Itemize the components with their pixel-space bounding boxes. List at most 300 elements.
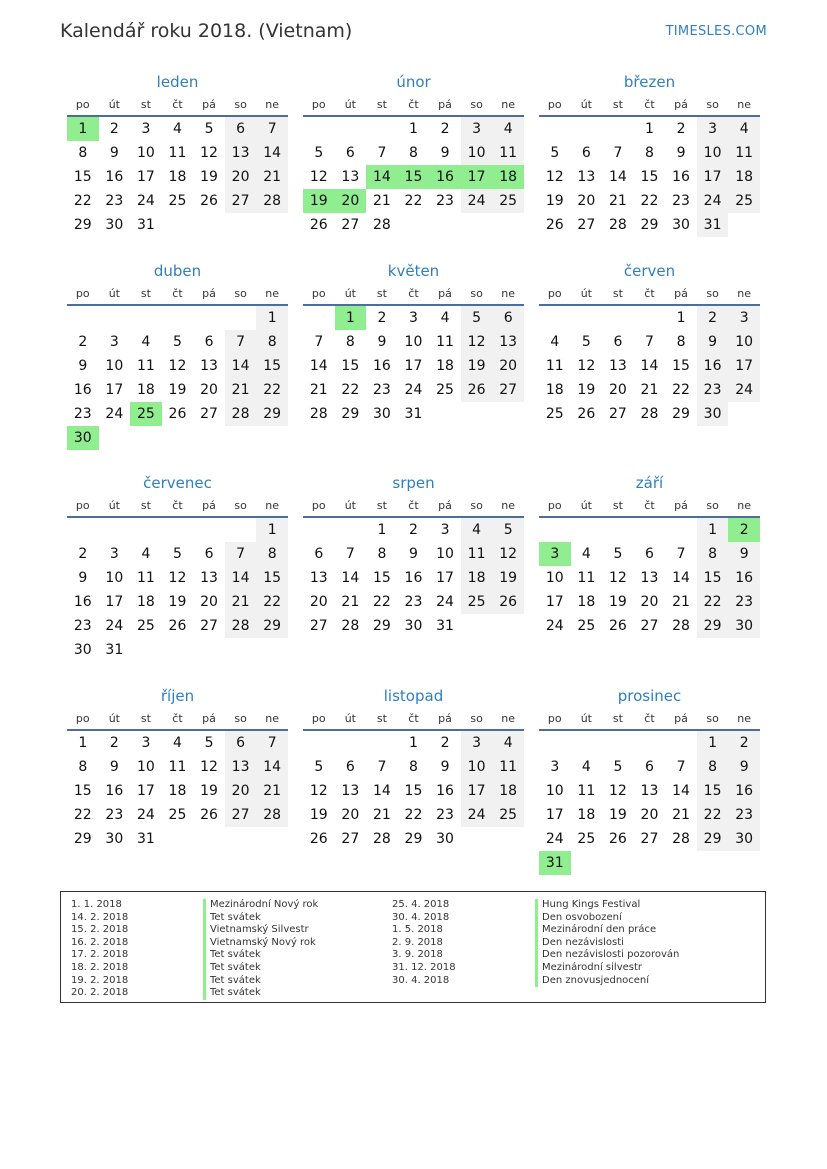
- day-cell[interactable]: 22: [73, 193, 92, 209]
- day-cell[interactable]: 17: [404, 358, 423, 374]
- day-cell[interactable]: 3: [440, 522, 450, 538]
- day-cell[interactable]: 17: [105, 594, 124, 610]
- day-cell[interactable]: 18: [461, 566, 493, 590]
- day-cell[interactable]: 10: [436, 546, 454, 562]
- day-cell[interactable]: 9: [109, 759, 119, 775]
- day-cell[interactable]: 12: [168, 358, 187, 374]
- day-cell[interactable]: 29: [73, 217, 92, 233]
- day-cell[interactable]: 22: [404, 193, 423, 209]
- day-cell[interactable]: 10: [105, 570, 124, 586]
- day-cell[interactable]: 29: [256, 614, 288, 638]
- day-cell[interactable]: 12: [545, 169, 564, 185]
- day-cell[interactable]: 16: [436, 783, 454, 799]
- day-cell[interactable]: 30: [372, 406, 391, 422]
- day-cell[interactable]: 24: [461, 803, 493, 827]
- day-cell[interactable]: 27: [225, 189, 257, 213]
- day-cell[interactable]: 7: [613, 145, 623, 161]
- day-cell[interactable]: 9: [440, 145, 450, 161]
- day-cell[interactable]: 24: [136, 193, 155, 209]
- day-cell[interactable]: 22: [73, 807, 92, 823]
- day-cell[interactable]: 12: [577, 358, 596, 374]
- day-cell[interactable]: 26: [545, 217, 564, 233]
- day-cell[interactable]: 7: [645, 334, 654, 350]
- day-cell[interactable]: 11: [577, 783, 596, 799]
- day-cell[interactable]: 15: [341, 358, 360, 374]
- day-cell[interactable]: 25: [168, 193, 187, 209]
- brand-link[interactable]: TIMESLES.COM: [665, 24, 767, 39]
- day-cell[interactable]: 25: [168, 807, 187, 823]
- day-cell[interactable]: 20: [577, 193, 596, 209]
- day-cell[interactable]: 1: [697, 518, 729, 542]
- day-cell[interactable]: 2: [697, 306, 729, 330]
- day-cell[interactable]: 3: [141, 735, 151, 751]
- day-cell[interactable]: 28: [608, 217, 627, 233]
- day-cell[interactable]: 2: [109, 735, 119, 751]
- day-cell[interactable]: 12: [461, 330, 493, 354]
- day-cell[interactable]: 25: [577, 831, 596, 847]
- day-cell[interactable]: 2: [377, 310, 387, 326]
- day-cell[interactable]: 11: [492, 141, 524, 165]
- day-cell[interactable]: 25: [461, 590, 493, 614]
- day-cell[interactable]: 14: [640, 358, 659, 374]
- day-cell[interactable]: 6: [492, 306, 524, 330]
- day-cell[interactable]: 16: [404, 570, 423, 586]
- day-cell[interactable]: 6: [613, 334, 623, 350]
- day-cell[interactable]: 8: [377, 546, 387, 562]
- day-cell[interactable]: 14: [225, 566, 257, 590]
- day-cell[interactable]: 4: [728, 117, 760, 141]
- day-cell[interactable]: 8: [345, 334, 355, 350]
- day-cell[interactable]: 8: [409, 759, 418, 775]
- day-cell[interactable]: 26: [577, 406, 596, 422]
- day-cell[interactable]: 1: [409, 735, 418, 751]
- day-cell[interactable]: 5: [613, 546, 623, 562]
- day-cell[interactable]: 18: [492, 165, 524, 189]
- day-cell[interactable]: 20: [225, 165, 257, 189]
- day-cell[interactable]: 9: [409, 546, 418, 562]
- day-cell[interactable]: 3: [141, 121, 151, 137]
- day-cell[interactable]: 19: [168, 594, 187, 610]
- day-cell[interactable]: 18: [492, 779, 524, 803]
- day-cell[interactable]: 10: [728, 330, 760, 354]
- day-cell[interactable]: 12: [200, 145, 218, 161]
- day-cell[interactable]: 21: [256, 779, 288, 803]
- day-cell[interactable]: 24: [404, 382, 423, 398]
- day-cell[interactable]: 25: [130, 402, 162, 426]
- day-cell[interactable]: 16: [672, 169, 690, 185]
- day-cell[interactable]: 21: [225, 590, 257, 614]
- day-cell[interactable]: 10: [136, 145, 155, 161]
- day-cell[interactable]: 16: [429, 165, 461, 189]
- day-cell[interactable]: 10: [461, 141, 493, 165]
- day-cell[interactable]: 14: [672, 783, 690, 799]
- day-cell[interactable]: 26: [168, 406, 187, 422]
- day-cell[interactable]: 16: [728, 566, 760, 590]
- day-cell[interactable]: 5: [581, 334, 591, 350]
- day-cell[interactable]: 11: [728, 141, 760, 165]
- day-cell[interactable]: 26: [200, 193, 218, 209]
- day-cell[interactable]: 24: [697, 189, 729, 213]
- day-cell[interactable]: 20: [341, 807, 360, 823]
- day-cell[interactable]: 31: [136, 217, 155, 233]
- day-cell[interactable]: 1: [335, 306, 367, 330]
- day-cell[interactable]: 11: [436, 334, 454, 350]
- day-cell[interactable]: 23: [672, 193, 690, 209]
- day-cell[interactable]: 16: [105, 783, 124, 799]
- day-cell[interactable]: 11: [545, 358, 564, 374]
- day-cell[interactable]: 11: [577, 570, 596, 586]
- day-cell[interactable]: 14: [608, 169, 627, 185]
- day-cell[interactable]: 11: [168, 759, 187, 775]
- day-cell[interactable]: 14: [672, 570, 690, 586]
- day-cell[interactable]: 16: [372, 358, 391, 374]
- day-cell[interactable]: 4: [461, 518, 493, 542]
- day-cell[interactable]: 13: [640, 783, 659, 799]
- day-cell[interactable]: 15: [256, 354, 288, 378]
- day-cell[interactable]: 14: [225, 354, 257, 378]
- day-cell[interactable]: 15: [697, 566, 729, 590]
- day-cell[interactable]: 18: [136, 594, 155, 610]
- day-cell[interactable]: 26: [492, 590, 524, 614]
- day-cell[interactable]: 31: [136, 831, 155, 847]
- day-cell[interactable]: 26: [461, 378, 493, 402]
- day-cell[interactable]: 28: [672, 831, 690, 847]
- day-cell[interactable]: 3: [550, 759, 560, 775]
- day-cell[interactable]: 21: [372, 807, 391, 823]
- day-cell[interactable]: 8: [78, 759, 88, 775]
- day-cell[interactable]: 9: [440, 759, 450, 775]
- day-cell[interactable]: 2: [728, 731, 760, 755]
- day-cell[interactable]: 1: [377, 522, 387, 538]
- day-cell[interactable]: 27: [341, 217, 360, 233]
- day-cell[interactable]: 21: [372, 193, 391, 209]
- day-cell[interactable]: 30: [67, 426, 99, 450]
- day-cell[interactable]: 19: [608, 807, 627, 823]
- day-cell[interactable]: 1: [697, 731, 729, 755]
- day-cell[interactable]: 1: [409, 121, 418, 137]
- day-cell[interactable]: 14: [341, 570, 360, 586]
- day-cell[interactable]: 25: [728, 189, 760, 213]
- day-cell[interactable]: 19: [492, 566, 524, 590]
- day-cell[interactable]: 26: [608, 831, 627, 847]
- day-cell[interactable]: 24: [436, 594, 454, 610]
- day-cell[interactable]: 8: [409, 145, 418, 161]
- day-cell[interactable]: 22: [697, 803, 729, 827]
- day-cell[interactable]: 24: [545, 831, 564, 847]
- day-cell[interactable]: 7: [314, 334, 324, 350]
- day-cell[interactable]: 4: [173, 121, 182, 137]
- day-cell[interactable]: 20: [309, 594, 328, 610]
- day-cell[interactable]: 20: [200, 594, 218, 610]
- day-cell[interactable]: 20: [335, 189, 367, 213]
- day-cell[interactable]: 12: [608, 783, 627, 799]
- day-cell[interactable]: 16: [73, 382, 92, 398]
- day-cell[interactable]: 16: [728, 779, 760, 803]
- day-cell[interactable]: 28: [372, 831, 391, 847]
- day-cell[interactable]: 26: [168, 618, 187, 634]
- day-cell[interactable]: 23: [404, 594, 423, 610]
- day-cell[interactable]: 13: [640, 570, 659, 586]
- day-cell[interactable]: 5: [314, 759, 324, 775]
- day-cell[interactable]: 14: [309, 358, 328, 374]
- day-cell[interactable]: 8: [697, 755, 729, 779]
- day-cell[interactable]: 2: [728, 518, 760, 542]
- day-cell[interactable]: 30: [105, 217, 124, 233]
- day-cell[interactable]: 19: [309, 807, 328, 823]
- day-cell[interactable]: 25: [436, 382, 454, 398]
- day-cell[interactable]: 3: [728, 306, 760, 330]
- day-cell[interactable]: 21: [640, 382, 659, 398]
- day-cell[interactable]: 11: [168, 145, 187, 161]
- day-cell[interactable]: 7: [676, 759, 686, 775]
- day-cell[interactable]: 21: [225, 378, 257, 402]
- day-cell[interactable]: 23: [436, 193, 454, 209]
- day-cell[interactable]: 4: [440, 310, 450, 326]
- day-cell[interactable]: 18: [577, 594, 596, 610]
- day-cell[interactable]: 23: [105, 193, 124, 209]
- day-cell[interactable]: 2: [440, 735, 450, 751]
- day-cell[interactable]: 13: [225, 755, 257, 779]
- day-cell[interactable]: 18: [728, 165, 760, 189]
- day-cell[interactable]: 17: [136, 169, 155, 185]
- day-cell[interactable]: 7: [345, 546, 355, 562]
- day-cell[interactable]: 30: [73, 642, 92, 658]
- day-cell[interactable]: 1: [676, 310, 686, 326]
- day-cell[interactable]: 18: [136, 382, 155, 398]
- day-cell[interactable]: 4: [581, 546, 591, 562]
- day-cell[interactable]: 30: [672, 217, 690, 233]
- day-cell[interactable]: 13: [341, 169, 360, 185]
- day-cell[interactable]: 6: [581, 145, 591, 161]
- day-cell[interactable]: 15: [256, 566, 288, 590]
- day-cell[interactable]: 23: [73, 406, 92, 422]
- day-cell[interactable]: 19: [577, 382, 596, 398]
- day-cell[interactable]: 7: [377, 145, 387, 161]
- day-cell[interactable]: 26: [309, 217, 328, 233]
- day-cell[interactable]: 27: [492, 378, 524, 402]
- day-cell[interactable]: 31: [539, 851, 571, 875]
- day-cell[interactable]: 15: [672, 358, 690, 374]
- day-cell[interactable]: 18: [168, 169, 187, 185]
- day-cell[interactable]: 10: [404, 334, 423, 350]
- day-cell[interactable]: 8: [697, 542, 729, 566]
- day-cell[interactable]: 1: [256, 518, 288, 542]
- day-cell[interactable]: 13: [492, 330, 524, 354]
- day-cell[interactable]: 5: [613, 759, 623, 775]
- day-cell[interactable]: 20: [608, 382, 627, 398]
- day-cell[interactable]: 6: [645, 546, 654, 562]
- day-cell[interactable]: 17: [697, 165, 729, 189]
- day-cell[interactable]: 15: [398, 165, 430, 189]
- day-cell[interactable]: 27: [200, 618, 218, 634]
- day-cell[interactable]: 22: [372, 594, 391, 610]
- day-cell[interactable]: 30: [404, 618, 423, 634]
- day-cell[interactable]: 24: [461, 189, 493, 213]
- day-cell[interactable]: 10: [545, 570, 564, 586]
- day-cell[interactable]: 2: [109, 121, 119, 137]
- day-cell[interactable]: 20: [225, 779, 257, 803]
- day-cell[interactable]: 16: [73, 594, 92, 610]
- day-cell[interactable]: 28: [640, 406, 659, 422]
- day-cell[interactable]: 17: [461, 165, 493, 189]
- day-cell[interactable]: 29: [372, 618, 391, 634]
- day-cell[interactable]: 18: [168, 783, 187, 799]
- day-cell[interactable]: 14: [366, 165, 398, 189]
- day-cell[interactable]: 2: [78, 546, 88, 562]
- day-cell[interactable]: 4: [492, 117, 524, 141]
- day-cell[interactable]: 22: [404, 807, 423, 823]
- day-cell[interactable]: 9: [728, 542, 760, 566]
- day-cell[interactable]: 5: [204, 735, 214, 751]
- day-cell[interactable]: 7: [225, 542, 257, 566]
- day-cell[interactable]: 23: [728, 590, 760, 614]
- day-cell[interactable]: 15: [73, 169, 92, 185]
- day-cell[interactable]: 17: [728, 354, 760, 378]
- day-cell[interactable]: 3: [109, 334, 119, 350]
- day-cell[interactable]: 10: [105, 358, 124, 374]
- day-cell[interactable]: 22: [672, 382, 690, 398]
- day-cell[interactable]: 24: [728, 378, 760, 402]
- day-cell[interactable]: 12: [309, 169, 328, 185]
- day-cell[interactable]: 19: [200, 169, 218, 185]
- day-cell[interactable]: 5: [314, 145, 324, 161]
- day-cell[interactable]: 3: [461, 731, 493, 755]
- day-cell[interactable]: 23: [73, 618, 92, 634]
- day-cell[interactable]: 21: [672, 594, 690, 610]
- day-cell[interactable]: 27: [640, 831, 659, 847]
- day-cell[interactable]: 12: [309, 783, 328, 799]
- day-cell[interactable]: 17: [136, 783, 155, 799]
- day-cell[interactable]: 15: [697, 779, 729, 803]
- day-cell[interactable]: 28: [309, 406, 328, 422]
- day-cell[interactable]: 17: [461, 779, 493, 803]
- day-cell[interactable]: 13: [577, 169, 596, 185]
- day-cell[interactable]: 28: [225, 402, 257, 426]
- day-cell[interactable]: 6: [204, 334, 214, 350]
- day-cell[interactable]: 4: [141, 546, 151, 562]
- day-cell[interactable]: 5: [492, 518, 524, 542]
- day-cell[interactable]: 8: [256, 330, 288, 354]
- day-cell[interactable]: 17: [436, 570, 454, 586]
- day-cell[interactable]: 26: [200, 807, 218, 823]
- day-cell[interactable]: 3: [409, 310, 418, 326]
- day-cell[interactable]: 17: [545, 807, 564, 823]
- day-cell[interactable]: 31: [697, 213, 729, 237]
- day-cell[interactable]: 6: [225, 117, 257, 141]
- day-cell[interactable]: 1: [256, 306, 288, 330]
- day-cell[interactable]: 12: [608, 570, 627, 586]
- day-cell[interactable]: 18: [436, 358, 454, 374]
- day-cell[interactable]: 29: [256, 402, 288, 426]
- day-cell[interactable]: 24: [545, 618, 564, 634]
- day-cell[interactable]: 7: [377, 759, 387, 775]
- day-cell[interactable]: 26: [608, 618, 627, 634]
- day-cell[interactable]: 13: [225, 141, 257, 165]
- day-cell[interactable]: 2: [440, 121, 450, 137]
- day-cell[interactable]: 25: [577, 618, 596, 634]
- day-cell[interactable]: 4: [173, 735, 182, 751]
- day-cell[interactable]: 18: [577, 807, 596, 823]
- day-cell[interactable]: 15: [372, 570, 391, 586]
- day-cell[interactable]: 10: [136, 759, 155, 775]
- day-cell[interactable]: 19: [545, 193, 564, 209]
- day-cell[interactable]: 19: [168, 382, 187, 398]
- day-cell[interactable]: 28: [341, 618, 360, 634]
- day-cell[interactable]: 23: [728, 803, 760, 827]
- day-cell[interactable]: 14: [256, 755, 288, 779]
- day-cell[interactable]: 26: [309, 831, 328, 847]
- day-cell[interactable]: 11: [461, 542, 493, 566]
- day-cell[interactable]: 11: [492, 755, 524, 779]
- day-cell[interactable]: 9: [697, 330, 729, 354]
- day-cell[interactable]: 16: [697, 354, 729, 378]
- day-cell[interactable]: 20: [640, 594, 659, 610]
- day-cell[interactable]: 21: [672, 807, 690, 823]
- day-cell[interactable]: 15: [404, 783, 423, 799]
- day-cell[interactable]: 6: [345, 759, 355, 775]
- day-cell[interactable]: 10: [461, 755, 493, 779]
- day-cell[interactable]: 20: [640, 807, 659, 823]
- day-cell[interactable]: 27: [225, 803, 257, 827]
- day-cell[interactable]: 13: [309, 570, 328, 586]
- day-cell[interactable]: 8: [78, 145, 88, 161]
- day-cell[interactable]: 29: [672, 406, 690, 422]
- day-cell[interactable]: 28: [225, 614, 257, 638]
- day-cell[interactable]: 22: [697, 590, 729, 614]
- day-cell[interactable]: 25: [545, 406, 564, 422]
- day-cell[interactable]: 19: [608, 594, 627, 610]
- day-cell[interactable]: 30: [105, 831, 124, 847]
- day-cell[interactable]: 12: [168, 570, 187, 586]
- day-cell[interactable]: 28: [256, 189, 288, 213]
- day-cell[interactable]: 19: [303, 189, 335, 213]
- day-cell[interactable]: 9: [728, 755, 760, 779]
- day-cell[interactable]: 5: [173, 334, 182, 350]
- day-cell[interactable]: 23: [697, 378, 729, 402]
- day-cell[interactable]: 1: [78, 735, 88, 751]
- day-cell[interactable]: 5: [204, 121, 214, 137]
- day-cell[interactable]: 25: [492, 803, 524, 827]
- day-cell[interactable]: 6: [645, 759, 654, 775]
- day-cell[interactable]: 27: [309, 618, 328, 634]
- day-cell[interactable]: 22: [640, 193, 659, 209]
- day-cell[interactable]: 2: [676, 121, 686, 137]
- day-cell[interactable]: 28: [256, 803, 288, 827]
- day-cell[interactable]: 1: [645, 121, 654, 137]
- day-cell[interactable]: 6: [204, 546, 214, 562]
- day-cell[interactable]: 7: [676, 546, 686, 562]
- day-cell[interactable]: 18: [545, 382, 564, 398]
- day-cell[interactable]: 8: [676, 334, 686, 350]
- day-cell[interactable]: 22: [256, 590, 288, 614]
- day-cell[interactable]: 30: [728, 614, 760, 638]
- day-cell[interactable]: 29: [697, 614, 729, 638]
- day-cell[interactable]: 9: [109, 145, 119, 161]
- day-cell[interactable]: 31: [404, 406, 423, 422]
- day-cell[interactable]: 22: [256, 378, 288, 402]
- day-cell[interactable]: 25: [492, 189, 524, 213]
- day-cell[interactable]: 7: [256, 117, 288, 141]
- day-cell[interactable]: 13: [200, 570, 218, 586]
- day-cell[interactable]: 30: [728, 827, 760, 851]
- day-cell[interactable]: 24: [136, 807, 155, 823]
- day-cell[interactable]: 17: [545, 594, 564, 610]
- day-cell[interactable]: 15: [640, 169, 659, 185]
- day-cell[interactable]: 27: [200, 406, 218, 422]
- day-cell[interactable]: 19: [200, 783, 218, 799]
- day-cell[interactable]: 8: [645, 145, 654, 161]
- day-cell[interactable]: 19: [461, 354, 493, 378]
